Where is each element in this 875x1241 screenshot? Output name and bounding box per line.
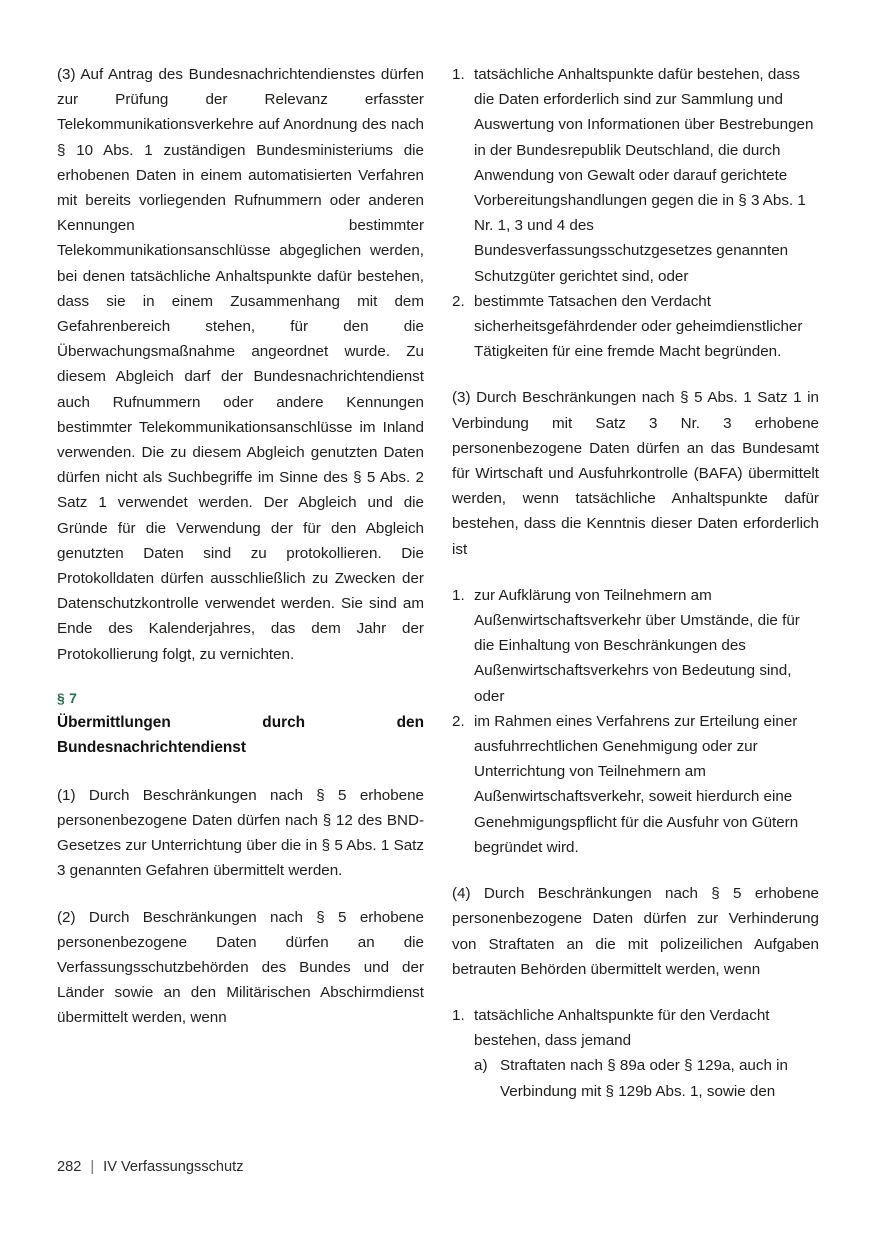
list-item — [452, 709, 819, 860]
list-item-text: bestimmte Tatsachen den Verdacht sicherheitsgefährdender oder geheimdienstlicher Tätigkeiten für eine fremde Macht begründen. — [474, 292, 803, 361]
sublist — [474, 1053, 819, 1103]
list-item-text: im Rahmen eines Verfahrens zur Erteilung einer ausfuhrrechtlichen Genehmigung oder zur Unterrichtung von Teilnehmern am Außenwirtschaftsverkehr, soweit hierdurch eine Genehmigungspflicht für die Ausfuhr von Gütern begründet wird. — [474, 712, 799, 856]
section-title: Übermittlungen durch den Bundesnachrichtendienst — [57, 713, 424, 757]
sublist-item — [474, 1053, 819, 1103]
list-marker: 1. — [452, 66, 465, 83]
page-footer — [57, 1156, 819, 1178]
list-item-text: zur Aufklärung von Teilnehmern am Außenwirtschaftsverkehr über Umstände, die für die Einhaltung von Beschränkungen des Außenwirtschaftsverkehrs von Bedeutung sind, oder — [474, 586, 800, 705]
page-content — [57, 62, 819, 1122]
right-column — [452, 62, 819, 1104]
list-item-text: tatsächliche Anhaltspunkte für den Verdacht bestehen, dass jemand — [474, 1006, 770, 1050]
list-marker: 2. — [452, 292, 465, 310]
list-paragraph-3 — [452, 583, 819, 860]
section-number: § 7 — [57, 689, 78, 706]
section-heading-block — [57, 688, 424, 761]
page-number: 282 — [57, 1159, 82, 1175]
sublist-marker: a) — [474, 1057, 488, 1075]
list-paragraph-2 — [452, 62, 819, 364]
paragraph-3-continued: (3) Auf Antrag des Bundesnachrichtendienstes dürfen zur Prüfung der Relevanz erfasster Telekommunikationsverkehre auf Anordnung des nach § 10 Abs. 1 zuständigen Bundesministeriums die erhobenen Daten in einem automatisierten Verfahren mit bereits vorliegenden Rufnummern oder anderen Kennungen bestimmter Telekommunikationsanschlüsse abgeglichen werden, bei denen tatsächliche Anhaltspunkte dafür bestehen, dass sie in einem Zusammenhang mit dem Gefahrenbereich stehen, für den die Überwachungsmaßnahme angeordnet wurde. Zu diesem Abgleich darf der Bundesnachrichtendienst auch Rufnummern oder andere Kennungen bestimmter Telekommunikationsanschlüsse im Inland verwenden. Die zu diesem Abgleich genutzten Daten dürfen nicht als Suchbegriffe im Sinne des § 5 Abs. 2 Satz 1 verwendet werden. Der Abgleich und die Gründe für die Verwendung der für den Abgleich genutzten Daten sind zu protokollieren. Die Protokolldaten dürfen ausschließlich zu Zwecken der Datenschutzkontrolle verwendet werden. Sie sind am Ende des Kalenderjahres, das dem Jahr der Protokollierung folgt, zu vernichten. — [57, 66, 424, 663]
list-item — [452, 1003, 819, 1104]
sublist-item-text: Straftaten nach § 89a oder § 129a, auch in Verbindung mit § 129b Abs. 1, sowie den — [500, 1057, 788, 1100]
footer-separator: | — [90, 1159, 95, 1175]
list-paragraph-4 — [452, 1003, 819, 1104]
left-column — [57, 62, 424, 1104]
paragraph-1: (1) Durch Beschränkungen nach § 5 erhobene personenbezogene Daten dürfen nach § 12 des BND-Gesetzes zur Unterrichtung über die in § 5 Abs. 1 Satz 3 genannten Gefahren übermittelt werden. — [57, 786, 424, 880]
paragraph-4: (4) Durch Beschränkungen nach § 5 erhobene personenbezogene Daten dürfen zur Verhinderung von Straftaten an die mit polizeilichen Aufgaben betrauten Behörden übermittelt werden, wenn — [452, 885, 819, 978]
list-marker: 2. — [452, 712, 465, 730]
list-item — [452, 583, 819, 709]
running-head: IV Verfassungsschutz — [103, 1159, 244, 1175]
paragraph-2: (2) Durch Beschränkungen nach § 5 erhobene personenbezogene Daten dürfen an die Verfassungsschutzbehörden des Bundes und der Länder sowie an den Militärischen Abschirmdienst übermittelt werden, wenn — [57, 908, 424, 1027]
list-marker: 1. — [452, 586, 465, 604]
paragraph-3: (3) Durch Beschränkungen nach § 5 Abs. 1 Satz 1 in Verbindung mit Satz 3 Nr. 3 erhobene personenbezogene Daten dürfen an das Bundesamt für Wirtschaft und Ausfuhrkontrolle (BAFA) übermittelt werden, wenn tatsächliche Anhaltspunkte dafür bestehen, dass die Kenntnis dieser Daten erforderlich ist — [452, 389, 819, 558]
list-item-text: tatsächliche Anhaltspunkte dafür bestehen, dass die Daten erforderlich sind zur Sammlung und Auswertung von Informationen über Bestrebungen in der Bundesrepublik Deutschland, die durch Anwendung von Gewalt oder darauf gerichtete Vorbereitungshandlungen gegen die in § 3 Abs. 1 Nr. 1, 3 und 4 des Bundesverfassungsschutzgesetzes genannten Schutzgüter gerichtet sind, oder — [474, 66, 814, 285]
list-item — [452, 62, 819, 289]
list-item — [452, 289, 819, 365]
two-column-layout — [57, 62, 819, 1104]
list-marker: 1. — [452, 1006, 465, 1024]
